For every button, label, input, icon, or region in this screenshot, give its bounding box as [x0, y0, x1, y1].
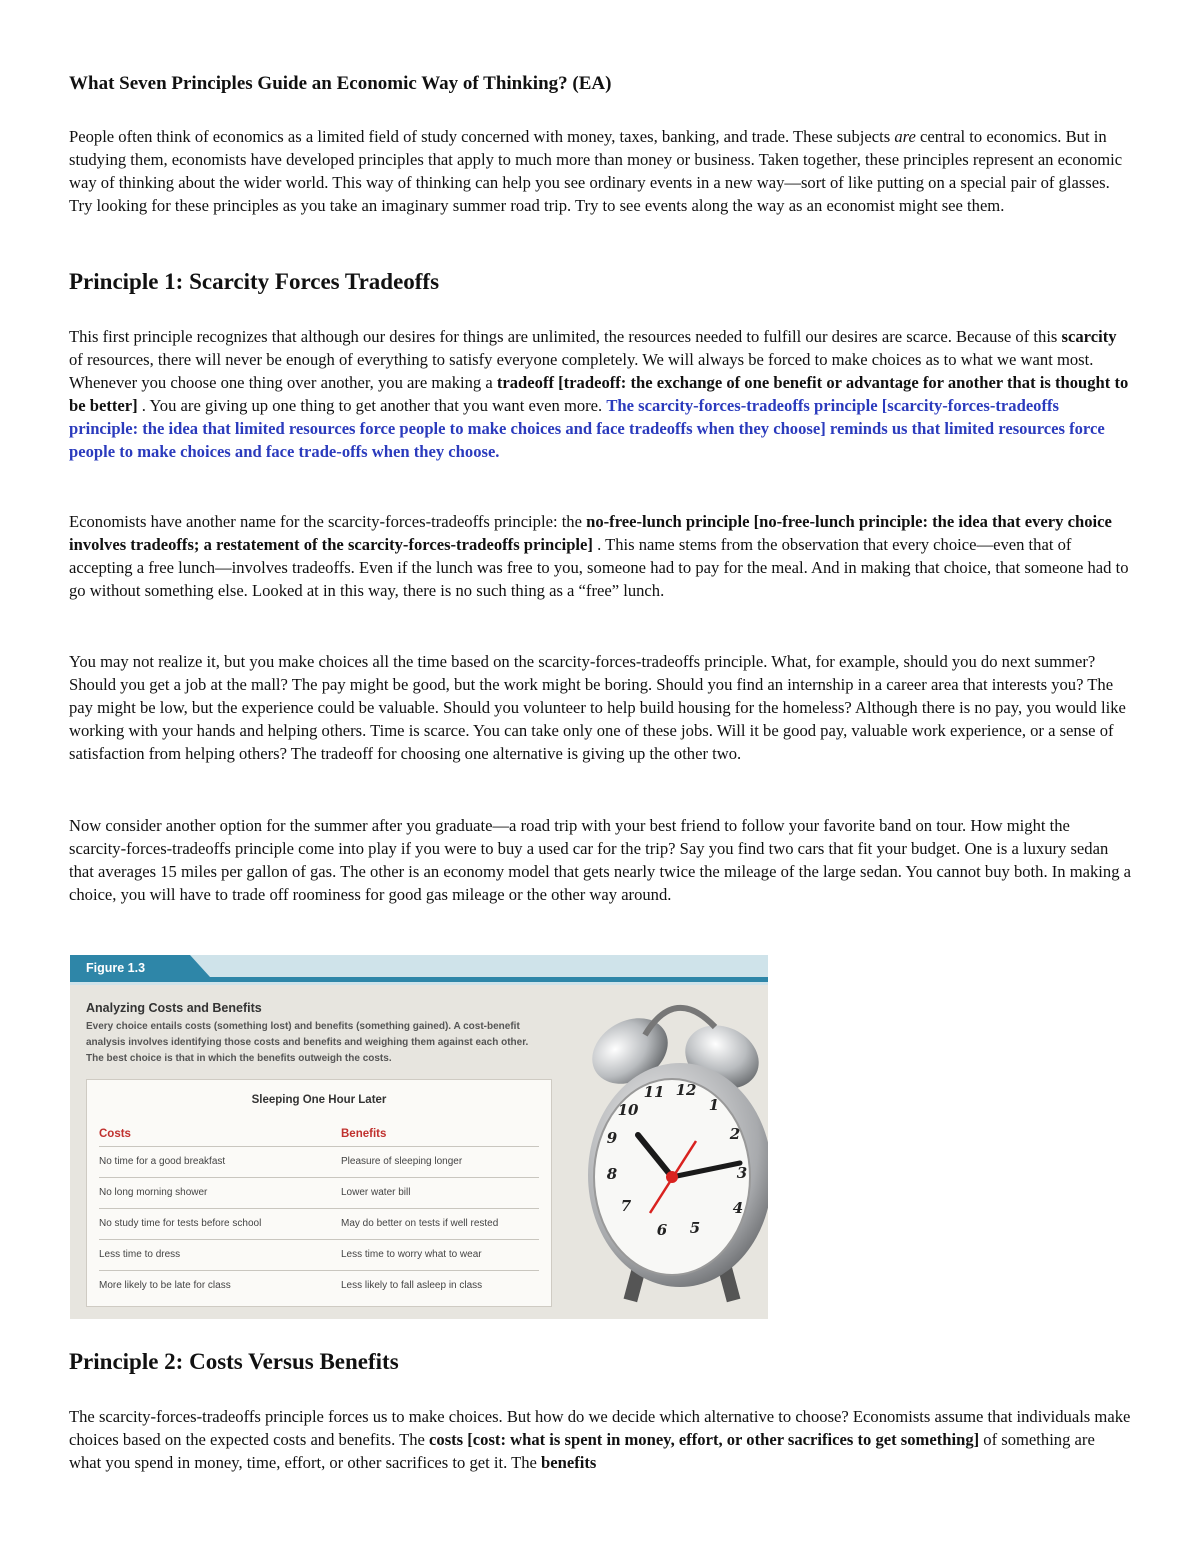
clock-center	[666, 1171, 678, 1183]
principle-1-paragraph-2: Economists have another name for the scarcity-forces-tradeoffs principle: the no-free-lunch principle [no-free-lunch principle: the idea that every choice involves tradeoffs; a restatement of the scarcity-forces-tradeoffs principle] . This name stems from the observation that every choice—even that of accepting a free lunch—involves tradeoffs. Even if the lunch was free to you, someone had to pay for the meal. And in making that choice, that someone had to go without something else. Looked at in this way, there is no such thing as a “free” lunch.	[69, 512, 1129, 600]
benefit-cell: Pleasure of sleeping longer	[341, 1156, 463, 1167]
cost-cell: No study time for tests before school	[99, 1218, 262, 1229]
table-row	[99, 1146, 539, 1178]
clock-number: 10	[617, 1101, 639, 1119]
cost-cell: No time for a good breakfast	[99, 1156, 226, 1167]
figure-description: Every choice entails costs (something lost) and benefits (something gained). A cost-benefit analysis involves identifying those costs and benefits and weighing them against each other. The best choice is that in which the benefits outweigh the costs.	[86, 1021, 529, 1064]
cost-benefit-table	[86, 1079, 552, 1307]
term-benefits: benefits	[541, 1453, 597, 1472]
clock-number: 9	[606, 1129, 618, 1147]
principle-1-paragraph-4: Now consider another option for the summer after you graduate—a road trip with your best friend to follow your favorite band on tour. How might the scarcity-forces-tradeoffs principle come into play if you were to buy a used car for the trip? Say you find two cars that fit your budget. One is a luxury sedan that averages 15 miles per gallon of gas. The other is an economy model that gets nearly twice the mileage of the large sedan. You cannot buy both. In making a choice, you will have to trade off roominess for good gas mileage or the other way around.	[69, 816, 1132, 904]
benefit-cell: Less time to worry what to wear	[341, 1249, 482, 1260]
principle-1-paragraph-1: This first principle recognizes that although our desires for things are unlimited, the resources needed to fulfill our desires are scarce. Because of this scarcity of resources, there will never be enough of everything to satisfy everyone completely. We will always be forced to make choices as to what we want most. Whenever you choose one thing over another, you are making a tradeoff [tradeoff: the exchange of one benefit or advantage for another that is thought to be better] . You are giving up one thing to get another that you want even more. The scarcity-forces-tradeoffs principle [scarcity-forces-tradeoffs principle: the idea that limited resources force people to make choices and face tradeoffs when they choose] reminds us that limited resources force people to make choices and face trade-offs when they choose.	[69, 327, 1129, 461]
alarm-clock-icon	[550, 965, 768, 1315]
column-header-costs: Costs	[99, 1128, 131, 1140]
principle-2-paragraph-1: The scarcity-forces-tradeoffs principle forces us to make choices. But how do we decide which alternative to choose? Economists assume that individuals make choices based on the expected costs and benefits. The costs [cost: what is spent in money, effort, or other sacrifices to get something] of something are what you spend in money, time, effort, or other sacrifices to get it. The benefits	[69, 1407, 1131, 1472]
figure-title: Analyzing Costs and Benefits	[86, 1001, 262, 1015]
clock-number: 11	[643, 1083, 665, 1101]
term-scarcity: scarcity	[1061, 327, 1117, 346]
clock-number: 1	[708, 1096, 720, 1114]
clock-number: 3	[736, 1164, 748, 1182]
cost-cell: Less time to dress	[99, 1249, 181, 1260]
benefit-cell: May do better on tests if well rested	[341, 1218, 499, 1229]
clock-number: 2	[729, 1125, 741, 1143]
intro-paragraph: People often think of economics as a limited field of study concerned with money, taxes, banking, and trade. These subjects are central to economics. But in studying them, economists have developed principles that apply to much more than money or business. Taken together, these principles represent an economic way of thinking about the wider world. This way of thinking can help you see ordinary events in a new way—sort of like putting on a special pair of glasses. Try looking for these principles as you take an imaginary summer road trip. Try to see events along the way as an economist might see them.	[69, 127, 1123, 215]
figure-label: Figure 1.3	[86, 961, 146, 975]
clock-number: 5	[689, 1219, 701, 1237]
principle-1-paragraph-3: You may not realize it, but you make choices all the time based on the scarcity-forces-tradeoffs principle. What, for example, should you do next summer? Should you get a job at the mall? The pay might be good, but the work might be boring. Should you find an internship in a career area that interests you? The pay might be low, but the experience could be valuable. Should you volunteer to help build housing for the homeless? Although there is no pay, you would like working with your hands and helping others. Time is scarce. You can take only one of these jobs. Will it be good pay, valuable work experience, or a sense of satisfaction from helping others? The tradeoff for choosing one alternative is giving up the other two.	[69, 652, 1126, 763]
figure-cost-benefit	[70, 955, 768, 1319]
cost-cell: No long morning shower	[99, 1187, 208, 1198]
table-row	[99, 1177, 539, 1209]
table-title: Sleeping One Hour Later	[251, 1094, 387, 1106]
benefit-cell: Less likely to fall asleep in class	[341, 1280, 483, 1291]
term-costs: costs [cost: what is spent in money, effort, or other sacrifices to get something]	[429, 1430, 980, 1449]
clock-number: 6	[656, 1221, 668, 1239]
term-tradeoff: tradeoff [tradeoff: the exchange of one benefit or advantage for another that is thought to be better]	[69, 373, 1129, 415]
table-row	[99, 1208, 539, 1240]
term-no-free-lunch: no-free-lunch principle [no-free-lunch principle: the idea that every choice involves tradeoffs; a restatement of the scarcity-forces-tradeoffs principle]	[69, 512, 1112, 554]
principle-1-heading: Principle 1: Scarcity Forces Tradeoffs	[69, 269, 440, 294]
clock-number: 4	[732, 1199, 744, 1217]
document-title: What Seven Principles Guide an Economic Way of Thinking? (EA)	[69, 73, 612, 94]
table-row	[99, 1270, 539, 1302]
cost-cell: More likely to be late for class	[99, 1280, 231, 1291]
clock-number: 8	[606, 1165, 618, 1183]
clock-number: 12	[675, 1081, 697, 1099]
column-header-benefits: Benefits	[341, 1128, 387, 1140]
principle-2-heading: Principle 2: Costs Versus Benefits	[69, 1349, 399, 1374]
benefit-cell: Lower water bill	[341, 1187, 411, 1198]
principle-definition: The scarcity-forces-tradeoffs principle [scarcity-forces-tradeoffs principle: the idea that limited resources force people to make choices and face tradeoffs when they choose] reminds us that limited resources force people to make choices and face trade-offs when they choose.	[69, 396, 1105, 461]
clock-number: 7	[620, 1197, 632, 1215]
table-row	[99, 1239, 539, 1271]
emphasis-text: are	[894, 127, 916, 146]
